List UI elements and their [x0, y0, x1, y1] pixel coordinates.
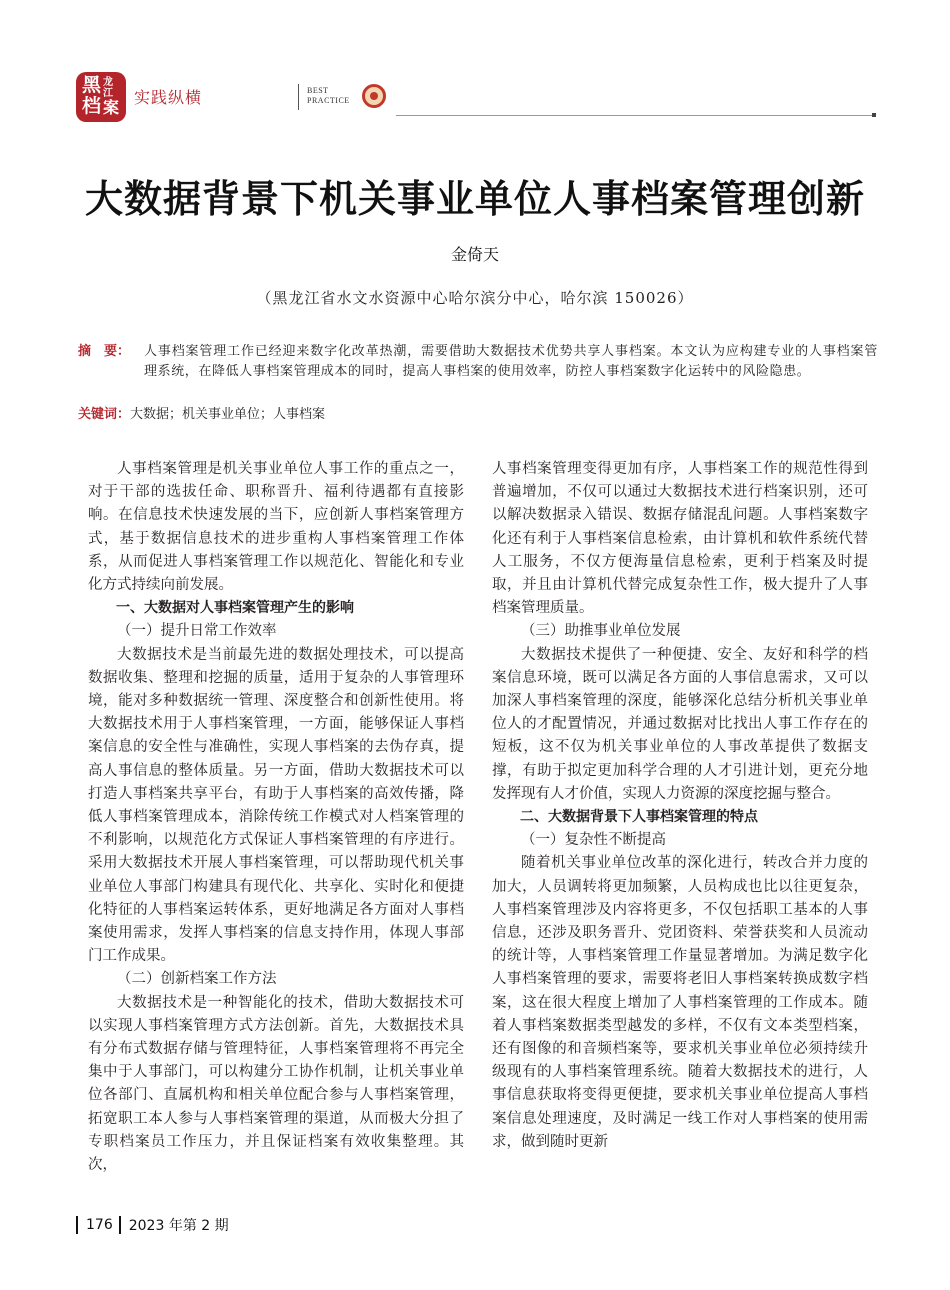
- logo-char: 档: [82, 95, 102, 117]
- body-paragraph: 随着机关事业单位改革的深化进行，转改合并力度的加大，人员调转将更加频繁，人员构成也比以往更复杂，人事档案管理涉及内容将更多，不仅包括职工基本的人事信息，还涉及职务晋升、党团资料、荣誉获奖和人员流动的统计等，人事档案管理工作量显著增加。为满足数字化人事档案管理的要求，需要将老旧人事档案转换成数字档案，这在很大程度上增加了人事档案管理的工作成本。随着人事档案数据类型越发的多样，不仅有文本类型档案，还有图像的和音频档案等，要求机关事业单位必须持续升级现有的人事档案管理系统。随着大数据技术的进行，人事信息获取将变得更便捷，要求机关事业单位提高人事档案信息处理速度，及时满足一线工作对人事档案的使用需求，做到随时更新: [492, 855, 868, 1150]
- body-column-left: [88, 458, 464, 1177]
- page-footer: [76, 1215, 229, 1237]
- abstract-label: 摘 要：: [78, 344, 131, 359]
- body-paragraph: 人事档案管理是机关事业单位人事工作的重点之一，对于干部的选拔任命、职称晋升、福利待遇都有直接影响。在信息技术快速发展的当下，应创新人事档案管理方式，基于数据信息技术的进步重构人事档案管理工作体系，从而促进人事档案管理工作以规范化、智能化和专业化方式持续向前发展。: [88, 461, 464, 594]
- abstract-text: 人事档案管理工作已经迎来数字化改革热潮，需要借助大数据技术优势共享人事档案。本文认为应构建专业的人事档案管理系统，在降低人事档案管理成本的同时，提高人事档案的使用效率，防控人事档案数字化运转中的风险隐患。: [144, 344, 878, 379]
- body-column-right: [492, 458, 868, 1154]
- header-rule: [396, 115, 872, 116]
- body-paragraph: 大数据技术是一种智能化的技术，借助大数据技术可以实现人事档案管理方式方法创新。首先，大数据技术具有分布式数据存储与管理特征，人事档案管理将不再完全集中于人事部门，可以构建分工协作机制，让机关事业单位各部门、直属机构和相关单位配合参与人事档案管理，拓宽职工本人参与人事档案管理的渠道，从而极大分担了专职档案员工作压力，并且保证档案有效收集整理。其次，: [88, 994, 464, 1174]
- best-label-line1: BEST: [307, 86, 329, 95]
- page-number: 176: [86, 1217, 113, 1233]
- subsection-heading: （二）创新档案工作方法: [117, 971, 277, 988]
- keywords-label: 关键词：: [78, 407, 131, 422]
- body-paragraph: 大数据技术提供了一种便捷、安全、友好和科学的档案信息环境，既可以满足各方面的人事信息需求，又可以加深人事档案管理的深度，能够深化总结分析机关事业单位人的才配置情况，并通过数据对比找出人事工作存在的短板，这不仅为机关事业单位的人事改革提供了数据支撑，有助于拟定更加科学合理的人才引进计划，更充分地发挥现有人才价值，实现人力资源的深度挖掘与整合。: [492, 646, 868, 802]
- issue-label: 2023 年第 2 期: [128, 1218, 229, 1234]
- footer-bar: [76, 1216, 78, 1234]
- logo-char: 龙江: [103, 77, 113, 99]
- section-name: 实践纵横: [134, 88, 203, 107]
- journal-logo: [76, 72, 126, 122]
- archive-emblem-icon: [362, 84, 386, 108]
- section-heading: 二、大数据背景下人事档案管理的特点: [520, 809, 758, 826]
- best-practice-label: [307, 86, 350, 106]
- header-divider: [298, 84, 299, 110]
- footer-bar: [119, 1216, 121, 1234]
- journal-header: [76, 72, 876, 122]
- body-paragraph: 人事档案管理变得更加有序，人事档案工作的规范性得到普遍增加，不仅可以通过大数据技术进行档案识别，还可以解决数据录入错误、数据存储混乱问题。人事档案数字化还有利于人事档案信息检索，由计算机和软件系统代替人工服务，不仅方便海量信息检索，更利于档案及时提取，并且由计算机代替完成复杂性工作，极大提升了人事档案管理质量。: [492, 461, 868, 617]
- abstract: [78, 342, 878, 382]
- keywords-text: 大数据；机关事业单位；人事档案: [130, 407, 326, 422]
- body-paragraph: 大数据技术是当前最先进的数据处理技术，可以提高数据收集、整理和挖掘的质量，适用于复杂的人事管理环境，能对多种数据统一管理、深度整合和创新性使用。将大数据技术用于人事档案管理，一方面，能够保证人事档案信息的安全性与准确性，实现人事档案的去伪存真，提高人事信息的整体质量。另一方面，借助大数据技术可以打造人事档案共享平台，有助于人事档案的高效传播，降低人事档案管理成本，消除传统工作模式对人档案管理的不利影响，以规范化方式保证人事档案管理的有序进行。采用大数据技术开展人事档案管理，可以帮助现代机关事业单位人事部门构建具有现代化、共享化、实时化和便捷化特征的人事档案运转体系，更好地满足各方面对人事档案使用需求，发挥人事档案的信息支持作用，体现人事部门工作成果。: [88, 646, 464, 965]
- section-heading: 一、大数据对人事档案管理产生的影响: [116, 600, 354, 617]
- logo-char: 案: [103, 98, 120, 117]
- subsection-heading: （一）提升日常工作效率: [117, 623, 277, 640]
- subsection-heading: （一）复杂性不断提高: [521, 832, 666, 849]
- author-affiliation: （黑龙江省水文水资源中心哈尔滨分中心，哈尔滨 150026）: [256, 289, 694, 307]
- article-title: 大数据背景下机关事业单位人事档案管理创新: [84, 176, 865, 221]
- author-name: 金倚天: [450, 245, 499, 264]
- keywords: [78, 405, 878, 425]
- header-rule-end: [872, 113, 876, 117]
- logo-char: 黑: [82, 74, 102, 96]
- subsection-heading: （三）助推事业单位发展: [521, 623, 681, 640]
- best-label-line2: PRACTICE: [307, 96, 350, 105]
